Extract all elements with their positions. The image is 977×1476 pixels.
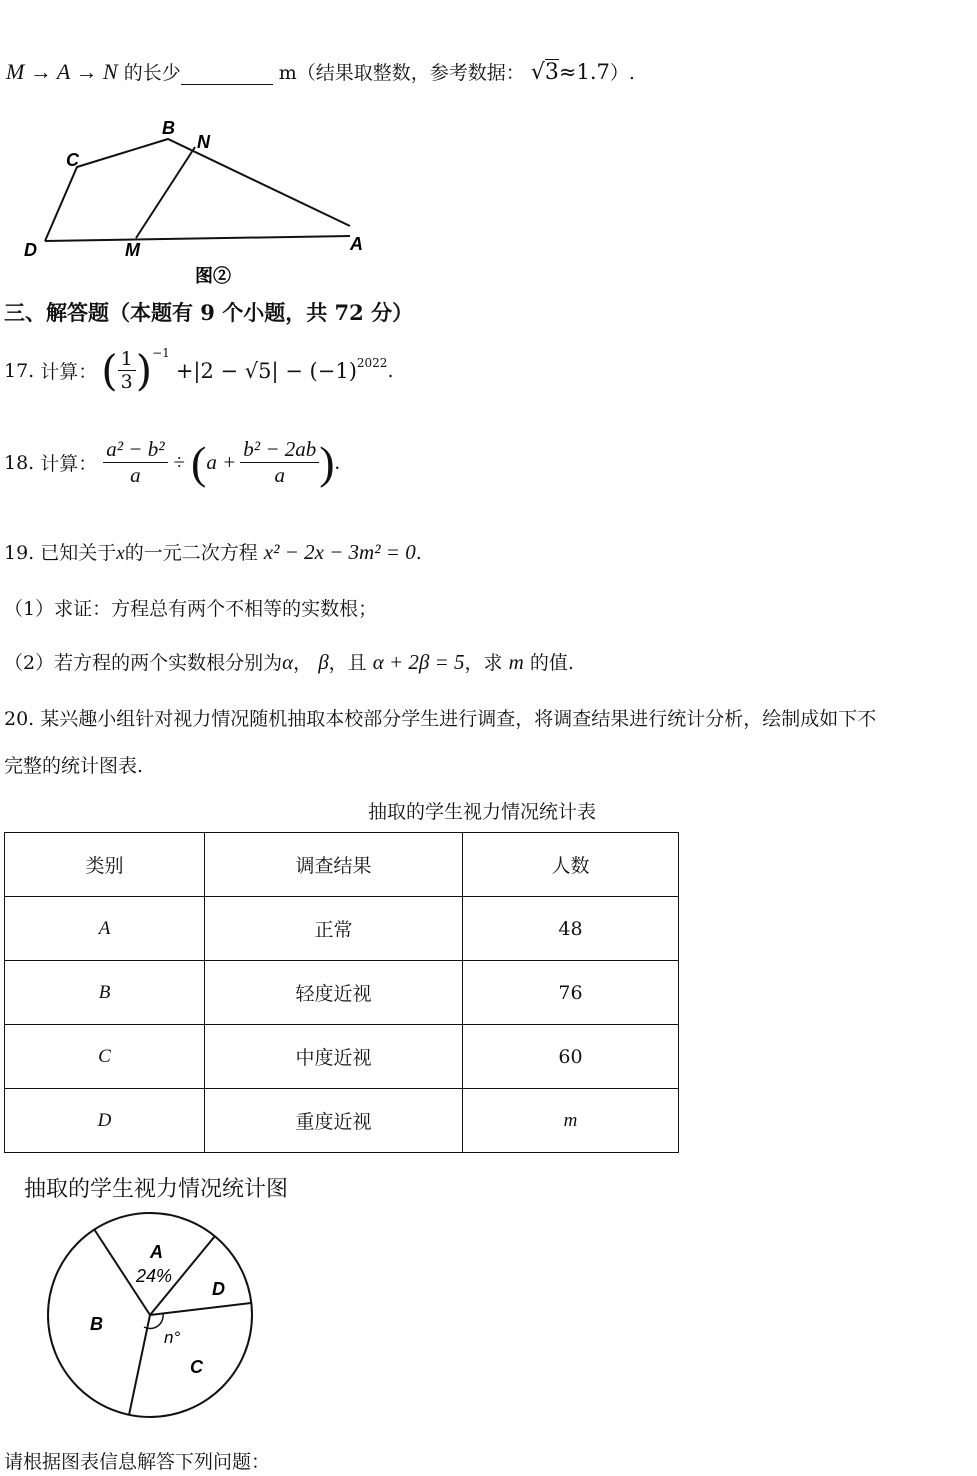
pie-title: 抽取的学生视力情况统计图: [24, 1176, 289, 1201]
fill-blank-line: [6, 58, 635, 85]
pie-label-B: B: [90, 1314, 103, 1334]
q18-fraction-1: $\frac{\text{a² − b²}}{a}$: [103, 437, 167, 488]
figure-caption: 图②: [195, 266, 231, 286]
pie-chart: [40, 1210, 270, 1425]
pie-label-A: A: [150, 1242, 163, 1262]
q18-prompt: 计算：: [40, 453, 98, 475]
label-B: B: [162, 118, 175, 138]
q17-prompt: 计算：: [40, 361, 98, 383]
label-A: A: [350, 234, 363, 254]
header-count: 人数: [463, 833, 679, 897]
pie-label-C: C: [190, 1357, 203, 1377]
note-text: （结果取整数，参考数据：: [296, 62, 525, 84]
answer-blank[interactable]: [181, 64, 273, 85]
note-end: ）.: [609, 62, 635, 84]
header-result: 调查结果: [205, 833, 463, 897]
q17-rest-exponent: 2022: [356, 356, 388, 370]
q20-line-2: 完整的统计图表.: [4, 755, 144, 777]
table-row: A 正常 48: [5, 897, 679, 961]
q19-part-1: （1）求证：方程总有两个不相等的实数根；: [4, 598, 378, 620]
q18-number: 18.: [4, 451, 35, 474]
label-D: D: [24, 240, 37, 260]
path-expression: M → A → N: [6, 59, 118, 84]
q20-line-1: 20. 某兴趣小组针对视力情况随机抽取本校部分学生进行调查，将调查结果进行统计分析，绘制成如下不: [4, 708, 877, 730]
q17-number: 17.: [4, 359, 35, 382]
q17-fraction: $\frac{1}{3}$: [118, 348, 136, 393]
q18-expr: $\frac{\text{a² − b²}}{a}$ ÷ ( a + $\frac{\text{b² − 2ab}}{a}$ ) .: [103, 436, 340, 489]
table-row: B 轻度近视 76: [5, 961, 679, 1025]
q17-rest: +|2 − √5| − (−1): [175, 358, 357, 383]
table-row: D 重度近视 m: [5, 1089, 679, 1153]
vision-stats-table: [4, 832, 679, 1153]
header-category: 类别: [5, 833, 205, 897]
question-18: [4, 436, 340, 489]
approx-value: ≈1.7: [558, 60, 610, 84]
figure-quadrilateral: [0, 110, 400, 290]
table-row: C 中度近视 60: [5, 1025, 679, 1089]
pie-label-A-percent: 24%: [136, 1266, 173, 1286]
q19-part-2: （2）若方程的两个实数根分别为α， β，且 α + 2β = 5，求 m 的值.: [4, 650, 574, 674]
line-text: 的长少: [123, 62, 181, 84]
unit-text: m: [278, 62, 297, 84]
label-N: N: [197, 132, 210, 152]
question-17: [4, 346, 394, 395]
footer-instruction: 请根据图表信息解答下列问题：: [4, 1451, 271, 1473]
label-M: M: [125, 240, 140, 260]
q17-expr: ( $\frac{1}{3}$ ) −1 +|2 − √5| − (−1) 2022 .: [101, 346, 394, 395]
q17-exponent: −1: [152, 346, 170, 360]
q18-fraction-2: $\frac{\text{b² − 2ab}}{a}$: [240, 437, 319, 488]
section-heading: 三、解答题（本题有 9 个小题，共 72 分）: [4, 300, 414, 325]
q19-equation: x² − 2x − 3m² = 0: [263, 540, 416, 564]
table-title: 抽取的学生视力情况统计表: [368, 801, 597, 823]
label-C: C: [66, 150, 79, 170]
sqrt-symbol: √3: [530, 60, 559, 85]
pie-label-D: D: [212, 1279, 225, 1299]
table-header-row: [5, 833, 679, 897]
question-19: 19. 已知关于x的一元二次方程 x² − 2x − 3m² = 0.: [4, 540, 422, 564]
pie-angle-label: n°: [164, 1328, 181, 1347]
